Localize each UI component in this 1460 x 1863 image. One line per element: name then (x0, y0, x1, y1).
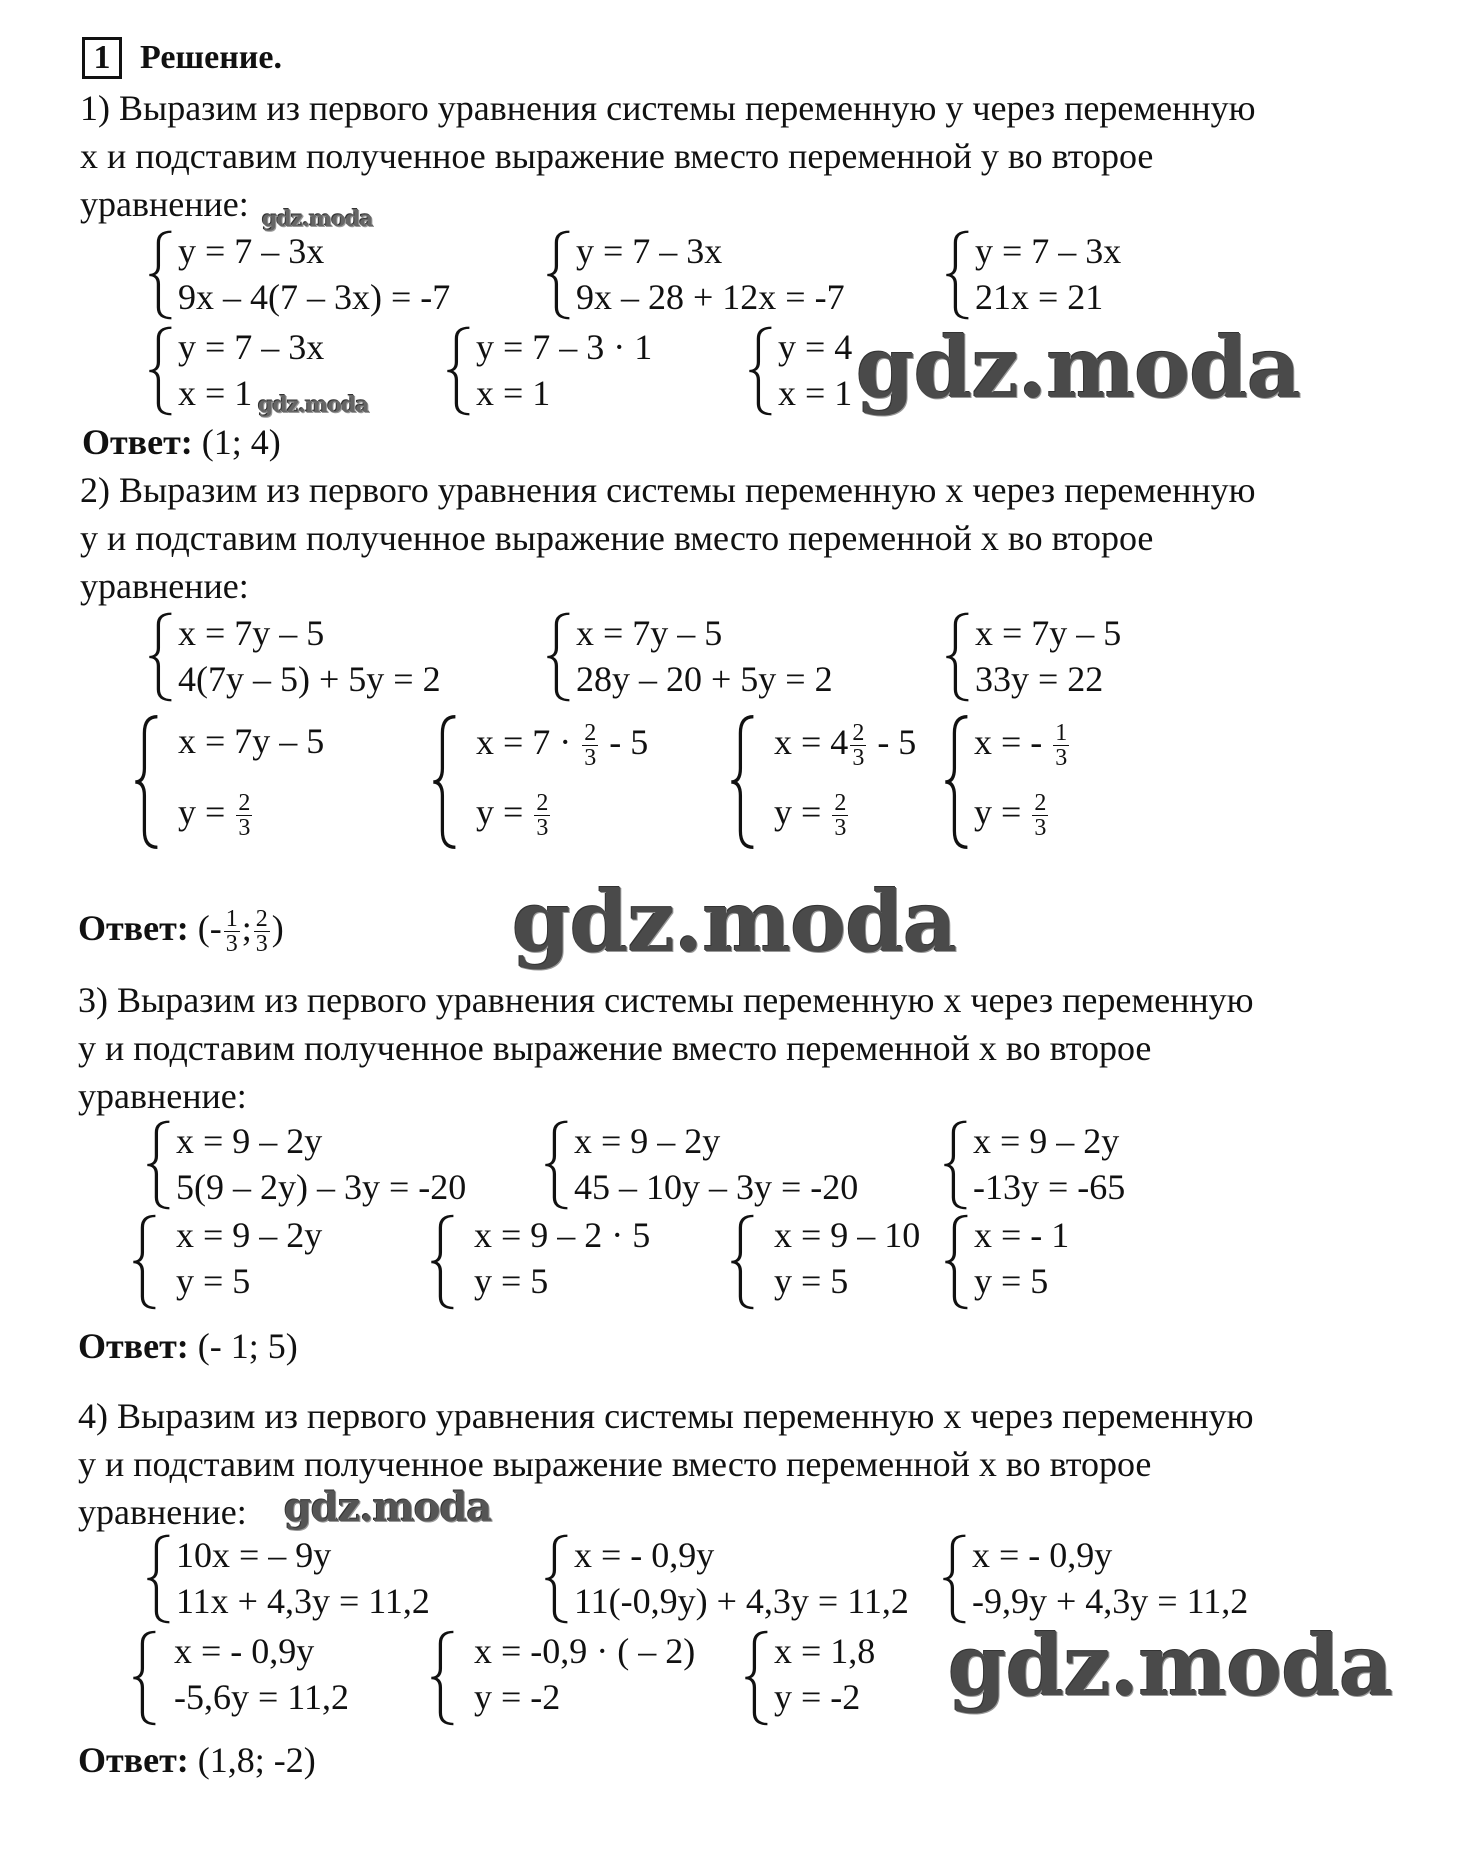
solution-title: Решение. (140, 39, 282, 76)
system-line: 21х = 21 (975, 277, 1104, 317)
system-line: х = - 0,9у (574, 1535, 715, 1575)
task-4-answer (78, 1738, 316, 1782)
system-line: у = 7 – 3х (178, 327, 325, 367)
fraction-denominator: 3 (1034, 815, 1047, 842)
system-line: 28у – 20 + 5у = 2 (576, 659, 833, 699)
task-4-system-6 (744, 1630, 924, 1726)
system-line: у = -2 (474, 1677, 561, 1717)
system-line: 33у = 22 (975, 659, 1104, 699)
system-line: у = 5 (774, 1261, 849, 1301)
task-2-system-6 (730, 714, 950, 850)
answer-sep: ; (241, 908, 252, 948)
task-1-system-5 (446, 326, 706, 416)
brace-icon (430, 1630, 456, 1726)
fraction (1032, 791, 1048, 840)
system-line: х = 7у – 5 (975, 613, 1122, 653)
fraction (254, 907, 270, 956)
task-number-box: 1 (82, 37, 122, 79)
task-3-line-1: 3) Выразим из первого уравнения системы переменную х через переменную (78, 980, 1254, 1020)
task-1-system-3 (945, 230, 1185, 320)
fraction-numerator: 1 (225, 906, 238, 933)
task-3-line-2: у и подставим полученное выражение вместо переменной х во второе (78, 1028, 1152, 1068)
task-3-system-7 (944, 1214, 1104, 1310)
system-line: 11(-0,9у) + 4,3у = 11,2 (574, 1581, 909, 1621)
system-line: х = 1,8 (774, 1631, 876, 1671)
brace-icon (945, 612, 971, 702)
fraction-denominator: 3 (238, 815, 251, 842)
system-line: -5,6у = 11,2 (174, 1677, 349, 1717)
task-2-system-5 (432, 714, 672, 850)
system-line-text: - 5 (609, 722, 649, 762)
answer-label: Ответ: (82, 422, 193, 462)
answer-label: Ответ: (78, 908, 189, 948)
system-line: у = 5 (474, 1261, 549, 1301)
task-3-system-5 (430, 1214, 700, 1310)
task-4-text (78, 1392, 1254, 1536)
system-line-text: - 5 (877, 722, 917, 762)
brace-icon (148, 612, 174, 702)
answer-value: (1; 4) (201, 422, 281, 462)
brace-icon (943, 1120, 969, 1210)
system-line: у = 5 (176, 1261, 251, 1301)
brace-icon (430, 1214, 456, 1310)
system-line: у = 4 (778, 327, 853, 367)
system-line: х = 1 (778, 373, 853, 413)
system-line: 45 – 10у – 3у = -20 (574, 1167, 859, 1207)
fraction-denominator: 3 (834, 815, 847, 842)
fraction (224, 907, 240, 956)
fraction-numerator: 2 (834, 790, 847, 817)
task-4-system-3 (942, 1534, 1302, 1624)
fraction-numerator: 2 (238, 790, 251, 817)
brace-icon (134, 714, 160, 850)
system-line: х = 1 (476, 373, 551, 413)
system-line: у = 7 – 3х (178, 231, 325, 271)
fraction (534, 791, 550, 840)
system-line (476, 710, 648, 774)
system-line: х = 1 (178, 373, 253, 413)
system-line (974, 780, 1050, 844)
task-1-system-2 (546, 230, 886, 320)
task-4-system-2 (544, 1534, 964, 1624)
answer-label: Ответ: (78, 1326, 189, 1366)
fraction (850, 721, 866, 770)
task-2-text (80, 466, 1256, 610)
fraction-denominator: 3 (1055, 745, 1068, 772)
answer-value: (1,8; -2) (197, 1740, 316, 1780)
system-line-text: у = (974, 792, 1022, 832)
watermark-big-2: gdz.moda (512, 872, 957, 971)
brace-icon (432, 714, 458, 850)
task-1-system-6 (748, 326, 868, 416)
task-2-system-1 (148, 612, 488, 702)
system-line (974, 710, 1071, 774)
brace-icon (146, 1120, 172, 1210)
task-4-system-5 (430, 1630, 730, 1726)
system-line-text: у = (476, 792, 524, 832)
system-line: 4(7у – 5) + 5у = 2 (178, 659, 441, 699)
brace-icon (944, 714, 970, 850)
system-line: х = 9 – 2у (574, 1121, 721, 1161)
brace-icon (748, 326, 774, 416)
system-line: х = - 1 (974, 1215, 1070, 1255)
task-3-text (78, 976, 1254, 1120)
system-line: у = 5 (974, 1261, 1049, 1301)
task-1-text (80, 84, 1256, 228)
watermark-big-1: gdz.moda (856, 318, 1301, 417)
system-line (774, 710, 916, 774)
brace-icon (146, 1534, 172, 1624)
system-line (178, 780, 254, 844)
brace-icon (945, 230, 971, 320)
brace-icon (148, 326, 174, 416)
task-2-system-4 (134, 714, 394, 850)
system-line: у = -2 (774, 1677, 861, 1717)
system-line: -9,9у + 4,3у = 11,2 (972, 1581, 1249, 1621)
system-line: 10х = – 9у (176, 1535, 332, 1575)
watermark-mid-1: gdz.moda (284, 1484, 492, 1531)
task-4-line-1: 4) Выразим из первого уравнения системы переменную х через переменную (78, 1396, 1254, 1436)
task-2-system-2 (546, 612, 886, 702)
task-1-answer (82, 420, 281, 464)
system-line: у = 7 – 3х (576, 231, 723, 271)
system-line: х = 9 – 2 · 5 (474, 1215, 651, 1255)
brace-icon (132, 1630, 158, 1726)
system-line-text: х = - (974, 722, 1043, 762)
fraction-numerator: 2 (536, 790, 549, 817)
fraction (582, 721, 598, 770)
task-1-line-1: 1) Выразим из первого уравнения системы переменную у через переменную (80, 88, 1256, 128)
answer-label: Ответ: (78, 1740, 189, 1780)
fraction-numerator: 2 (1034, 790, 1047, 817)
fraction (832, 791, 848, 840)
system-line: 11х + 4,3у = 11,2 (176, 1581, 430, 1621)
brace-icon (544, 1534, 570, 1624)
brace-icon (944, 1214, 970, 1310)
system-line-text: у = (178, 792, 226, 832)
task-2-system-7 (944, 714, 1104, 850)
fraction-denominator: 3 (225, 931, 238, 958)
task-1-system-1 (148, 230, 488, 320)
fraction-denominator: 3 (584, 745, 597, 772)
fraction (236, 791, 252, 840)
answer-close: ) (271, 908, 284, 948)
system-line: х = 7у – 5 (178, 613, 325, 653)
system-line (774, 780, 850, 844)
task-3-answer (78, 1324, 298, 1368)
answer-value: (- 1; 5) (197, 1326, 298, 1366)
brace-icon (446, 326, 472, 416)
task-3-line-3: уравнение: (78, 1076, 247, 1116)
watermark-small-2: gdz.moda (258, 392, 369, 418)
task-2-answer (78, 896, 284, 960)
system-line: х = -0,9 · ( – 2) (474, 1631, 696, 1671)
fraction-denominator: 3 (536, 815, 549, 842)
task-2-system-3 (945, 612, 1185, 702)
system-line: 5(9 – 2у) – 3у = -20 (176, 1167, 467, 1207)
watermark-small-1: gdz.moda (262, 206, 373, 232)
solution-header (82, 36, 282, 81)
answer-open: (- (197, 908, 222, 948)
brace-icon (942, 1534, 968, 1624)
system-line: -13у = -65 (973, 1167, 1126, 1207)
system-line: х = - 0,9у (174, 1631, 315, 1671)
task-4-line-2: у и подставим полученное выражение вместо переменной х во второе (78, 1444, 1152, 1484)
system-line-text: х = 7 · (476, 722, 572, 762)
brace-icon (132, 1214, 158, 1310)
system-line: 9х – 28 + 12х = -7 (576, 277, 845, 317)
brace-icon (546, 612, 572, 702)
fraction-denominator: 3 (255, 931, 268, 958)
system-line: х = 9 – 2у (176, 1215, 323, 1255)
brace-icon (730, 714, 756, 850)
system-line: х = - 0,9у (972, 1535, 1113, 1575)
task-2-line-2: у и подставим полученное выражение вместо переменной х во второе (80, 518, 1154, 558)
system-line: у = 7 – 3 · 1 (476, 327, 653, 367)
system-line: х = 7у – 5 (178, 721, 325, 761)
system-line: х = 7у – 5 (576, 613, 723, 653)
system-line: 9х – 4(7 – 3х) = -7 (178, 277, 451, 317)
brace-icon (744, 1630, 770, 1726)
brace-icon (730, 1214, 756, 1310)
task-4-system-1 (146, 1534, 486, 1624)
task-3-system-1 (146, 1120, 516, 1210)
task-4-line-3: уравнение: (78, 1492, 247, 1532)
task-3-system-3 (943, 1120, 1203, 1210)
fraction-denominator: 3 (852, 745, 865, 772)
system-line: х = 9 – 2у (176, 1121, 323, 1161)
task-4-system-4 (132, 1630, 402, 1726)
brace-icon (544, 1120, 570, 1210)
system-line: х = 9 – 2у (973, 1121, 1120, 1161)
task-1-line-3: уравнение: (80, 184, 249, 224)
watermark-big-3: gdz.moda (948, 1616, 1393, 1715)
task-2-line-1: 2) Выразим из первого уравнения системы переменную х через переменную (80, 470, 1256, 510)
fraction (1053, 721, 1069, 770)
system-line (476, 780, 552, 844)
task-3-system-2 (544, 1120, 904, 1210)
fraction-numerator: 2 (852, 720, 865, 747)
task-2-line-3: уравнение: (80, 566, 249, 606)
fraction-numerator: 1 (1055, 720, 1068, 747)
task-3-system-6 (730, 1214, 950, 1310)
brace-icon (148, 230, 174, 320)
system-line: х = 9 – 10 (774, 1215, 921, 1255)
system-line: у = 7 – 3х (975, 231, 1122, 271)
brace-icon (546, 230, 572, 320)
fraction-numerator: 2 (255, 906, 268, 933)
system-line-text: х = 4 (774, 722, 849, 762)
fraction-numerator: 2 (584, 720, 597, 747)
task-1-line-2: х и подставим полученное выражение вместо переменной у во второе (80, 136, 1154, 176)
system-line-text: у = (774, 792, 822, 832)
task-3-system-4 (132, 1214, 392, 1310)
